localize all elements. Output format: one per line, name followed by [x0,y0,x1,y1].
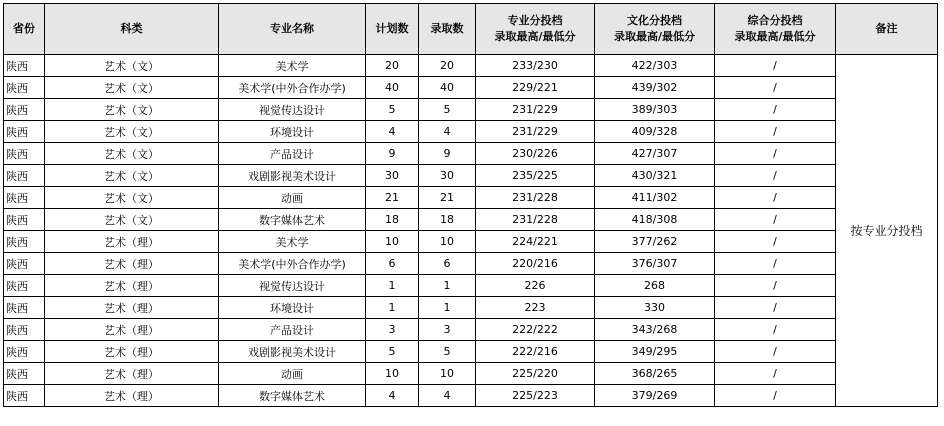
table-row [4,297,938,319]
cell-category: 艺术（文） [45,143,219,165]
cell-remark: 按专业分投档 [836,55,938,407]
cell-composite-score: / [715,55,836,77]
cell-admit-count: 5 [419,99,476,121]
cell-culture-score: 376/307 [595,253,715,275]
cell-composite-score: / [715,77,836,99]
cell-composite-score: / [715,99,836,121]
table-row [4,165,938,187]
table-body [4,55,938,407]
cell-category: 艺术（理） [45,319,219,341]
cell-plan-count: 10 [366,363,419,385]
cell-province: 陕西 [4,55,45,77]
cell-major-score: 222/216 [476,341,595,363]
cell-major: 数字媒体艺术 [219,209,366,231]
cell-admit-count: 5 [419,341,476,363]
cell-composite-score: / [715,253,836,275]
header-composite-score: 综合分投档 录取最高/最低分 [715,4,836,55]
header-category: 科类 [45,4,219,55]
cell-admit-count: 6 [419,253,476,275]
cell-culture-score: 422/303 [595,55,715,77]
cell-plan-count: 1 [366,297,419,319]
cell-plan-count: 6 [366,253,419,275]
cell-culture-score: 427/307 [595,143,715,165]
cell-category: 艺术（理） [45,341,219,363]
cell-category: 艺术（理） [45,297,219,319]
cell-major: 环境设计 [219,121,366,143]
cell-category: 艺术（文） [45,77,219,99]
cell-admit-count: 3 [419,319,476,341]
table-row [4,275,938,297]
cell-admit-count: 1 [419,275,476,297]
cell-composite-score: / [715,187,836,209]
cell-culture-score: 439/302 [595,77,715,99]
header-culture-score: 文化分投档 录取最高/最低分 [595,4,715,55]
cell-admit-count: 20 [419,55,476,77]
cell-composite-score: / [715,275,836,297]
cell-admit-count: 1 [419,297,476,319]
cell-major-score: 235/225 [476,165,595,187]
cell-composite-score: / [715,385,836,407]
cell-plan-count: 4 [366,121,419,143]
cell-culture-score: 379/269 [595,385,715,407]
table-row [4,341,938,363]
cell-category: 艺术（文） [45,209,219,231]
cell-major: 视觉传达设计 [219,275,366,297]
table-row [4,385,938,407]
cell-province: 陕西 [4,231,45,253]
cell-category: 艺术（理） [45,385,219,407]
table-row [4,55,938,77]
cell-admit-count: 10 [419,231,476,253]
cell-plan-count: 5 [366,341,419,363]
cell-major-score: 233/230 [476,55,595,77]
cell-major-score: 231/228 [476,209,595,231]
cell-category: 艺术（理） [45,275,219,297]
cell-culture-score: 349/295 [595,341,715,363]
cell-culture-score: 409/328 [595,121,715,143]
cell-culture-score: 268 [595,275,715,297]
cell-composite-score: / [715,143,836,165]
cell-province: 陕西 [4,99,45,121]
cell-admit-count: 40 [419,77,476,99]
table-row [4,187,938,209]
cell-composite-score: / [715,363,836,385]
header-plan-count: 计划数 [366,4,419,55]
cell-major-score: 225/220 [476,363,595,385]
cell-province: 陕西 [4,297,45,319]
cell-province: 陕西 [4,253,45,275]
cell-culture-score: 330 [595,297,715,319]
cell-category: 艺术（文） [45,187,219,209]
cell-province: 陕西 [4,143,45,165]
cell-plan-count: 20 [366,55,419,77]
cell-major: 美术学(中外合作办学) [219,253,366,275]
cell-category: 艺术（文） [45,121,219,143]
cell-composite-score: / [715,297,836,319]
cell-major: 戏剧影视美术设计 [219,165,366,187]
cell-admit-count: 4 [419,121,476,143]
cell-composite-score: / [715,209,836,231]
cell-admit-count: 21 [419,187,476,209]
table-row [4,363,938,385]
cell-major: 动画 [219,363,366,385]
cell-province: 陕西 [4,77,45,99]
cell-plan-count: 40 [366,77,419,99]
cell-major: 动画 [219,187,366,209]
cell-plan-count: 10 [366,231,419,253]
cell-category: 艺术（理） [45,231,219,253]
cell-culture-score: 377/262 [595,231,715,253]
cell-composite-score: / [715,341,836,363]
cell-admit-count: 30 [419,165,476,187]
table-row [4,319,938,341]
table-row [4,231,938,253]
cell-major-score: 226 [476,275,595,297]
cell-plan-count: 21 [366,187,419,209]
cell-major-score: 231/228 [476,187,595,209]
cell-admit-count: 4 [419,385,476,407]
cell-province: 陕西 [4,275,45,297]
cell-culture-score: 430/321 [595,165,715,187]
cell-major-score: 223 [476,297,595,319]
cell-major: 视觉传达设计 [219,99,366,121]
cell-culture-score: 411/302 [595,187,715,209]
cell-culture-score: 389/303 [595,99,715,121]
cell-province: 陕西 [4,121,45,143]
cell-category: 艺术（理） [45,253,219,275]
cell-culture-score: 368/265 [595,363,715,385]
cell-composite-score: / [715,231,836,253]
cell-plan-count: 4 [366,385,419,407]
cell-composite-score: / [715,319,836,341]
cell-major: 环境设计 [219,297,366,319]
cell-major-score: 231/229 [476,121,595,143]
cell-plan-count: 18 [366,209,419,231]
cell-province: 陕西 [4,165,45,187]
table-row [4,77,938,99]
cell-major-score: 225/223 [476,385,595,407]
cell-province: 陕西 [4,209,45,231]
header-province: 省份 [4,4,45,55]
cell-major-score: 224/221 [476,231,595,253]
cell-composite-score: / [715,121,836,143]
cell-major-score: 231/229 [476,99,595,121]
header-major-score: 专业分投档 录取最高/最低分 [476,4,595,55]
cell-category: 艺术（文） [45,55,219,77]
cell-province: 陕西 [4,187,45,209]
admission-scores-table [3,3,938,407]
cell-major: 美术学(中外合作办学) [219,77,366,99]
cell-plan-count: 1 [366,275,419,297]
cell-major-score: 220/216 [476,253,595,275]
cell-plan-count: 3 [366,319,419,341]
cell-major: 美术学 [219,55,366,77]
cell-major: 产品设计 [219,143,366,165]
cell-admit-count: 18 [419,209,476,231]
table-row [4,99,938,121]
cell-major-score: 229/221 [476,77,595,99]
cell-composite-score: / [715,165,836,187]
header-remark: 备注 [836,4,938,55]
cell-category: 艺术（文） [45,165,219,187]
cell-province: 陕西 [4,341,45,363]
cell-plan-count: 9 [366,143,419,165]
cell-major: 戏剧影视美术设计 [219,341,366,363]
cell-major: 产品设计 [219,319,366,341]
cell-admit-count: 9 [419,143,476,165]
cell-province: 陕西 [4,319,45,341]
cell-plan-count: 5 [366,99,419,121]
table-row [4,253,938,275]
cell-major: 数字媒体艺术 [219,385,366,407]
header-admit-count: 录取数 [419,4,476,55]
table-row [4,143,938,165]
cell-category: 艺术（理） [45,363,219,385]
cell-culture-score: 418/308 [595,209,715,231]
cell-category: 艺术（文） [45,99,219,121]
table-row [4,121,938,143]
cell-province: 陕西 [4,385,45,407]
cell-province: 陕西 [4,363,45,385]
table-row [4,209,938,231]
cell-major: 美术学 [219,231,366,253]
header-major: 专业名称 [219,4,366,55]
cell-plan-count: 30 [366,165,419,187]
table-header-row [4,4,938,55]
cell-culture-score: 343/268 [595,319,715,341]
cell-major-score: 230/226 [476,143,595,165]
cell-major-score: 222/222 [476,319,595,341]
cell-admit-count: 10 [419,363,476,385]
